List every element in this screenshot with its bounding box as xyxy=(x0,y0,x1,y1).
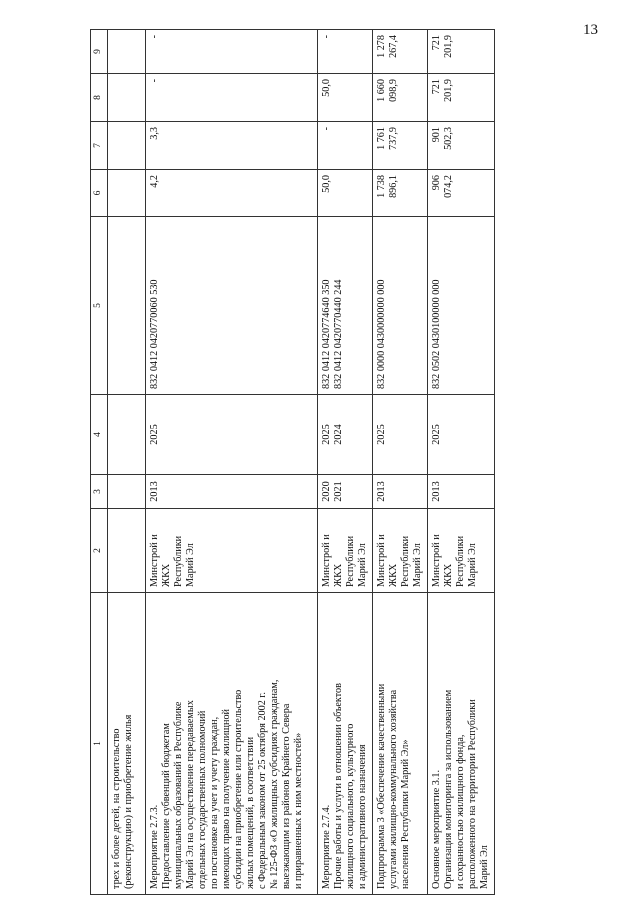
budget-code-cell xyxy=(108,217,146,395)
end-year-cell-line: 2025 xyxy=(376,424,388,445)
rotated-table-wrapper xyxy=(90,30,527,895)
executor-cell-line: Республики xyxy=(400,535,412,587)
activity-name-cell-line: Основное мероприятие 3.1. xyxy=(431,769,443,889)
activity-name-cell-line: жилых помещений, в соответствии xyxy=(245,736,257,889)
amount-col8-cell: 721 201,9 xyxy=(428,74,495,122)
amount-col8-cell: 50,0 xyxy=(318,74,373,122)
activity-name-cell xyxy=(428,593,495,895)
budget-code-cell xyxy=(428,217,495,395)
end-year-cell-line: 2024 xyxy=(333,424,345,445)
column-header: 3 xyxy=(91,475,108,509)
activity-name-cell-line: Организация мониторинга за использованием xyxy=(443,689,455,889)
activity-name-cell-line: и административного назначения xyxy=(357,744,369,889)
start-year-cell-line: 2013 xyxy=(149,481,160,502)
executor-cell xyxy=(373,509,428,593)
activity-name-cell-line: отдельных государственных полномочий xyxy=(197,710,209,889)
table-row xyxy=(428,30,495,895)
end-year-cell xyxy=(428,395,495,475)
amount-col6-cell: 50,0 xyxy=(318,170,373,217)
table-row xyxy=(318,30,373,895)
activity-name-cell-line: услугами жилищно-коммунального хозяйства xyxy=(388,689,400,889)
column-header: 4 xyxy=(91,395,108,475)
amount-col7-cell: 3,3 xyxy=(146,122,318,170)
activity-name-cell-line: Мероприятие 2.7.4. xyxy=(321,804,332,889)
table-row xyxy=(146,30,318,895)
amount-col7-cell xyxy=(108,122,146,170)
executor-cell xyxy=(428,509,495,593)
end-year-cell xyxy=(108,395,146,475)
budget-code-cell xyxy=(146,217,318,395)
activity-name-cell xyxy=(373,593,428,895)
table-row xyxy=(108,30,146,895)
activity-name-cell-line: и сохранностью жилищного фонда, xyxy=(455,734,467,889)
column-header: 6 xyxy=(91,170,108,217)
budget-code-cell-line: 832 0502 0430100000 000 xyxy=(431,279,443,389)
activity-name-cell-line: выезжающим из районов Крайнего Севера xyxy=(281,703,293,889)
activity-name-cell-line: муниципальных образований в Республике xyxy=(173,701,185,889)
budget-code-cell-line: 832 0412 0420770060 530 xyxy=(149,279,160,389)
start-year-cell xyxy=(108,475,146,509)
column-header: 9 xyxy=(91,30,108,74)
executor-cell-line: Минстрой и ЖКХ xyxy=(431,534,455,587)
activity-name-cell-line: с Федеральным законом от 25 октября 2002 г. xyxy=(257,692,269,889)
header-row xyxy=(91,30,108,895)
page-number: 13 xyxy=(583,22,598,38)
amount-col7-cell: 901 502,3 xyxy=(428,122,495,170)
activity-name-cell-line: населения Республики Марий Эл» xyxy=(400,739,412,889)
start-year-cell-line: 2013 xyxy=(376,481,388,502)
activity-name-cell-line: Предоставление субвенций бюджетам xyxy=(161,723,173,889)
activity-name-cell-line: № 125-ФЗ «О жилищных субсидиях гражданам, xyxy=(269,679,281,889)
executor-cell xyxy=(318,509,373,593)
budget-code-cell-line: 832 0412 0420770440 244 xyxy=(333,279,345,389)
activity-name-cell-line: жилищного социального, культурного xyxy=(345,723,357,889)
amount-col8-cell: 1 660 098,9 xyxy=(373,74,428,122)
amount-col9-cell: - xyxy=(146,30,318,74)
activity-name-cell-line: расположенного на территории Республики xyxy=(467,699,479,889)
start-year-cell xyxy=(146,475,318,509)
activity-name-cell xyxy=(318,593,373,895)
budget-code-cell-line: 832 0412 0420774640 350 xyxy=(321,279,332,389)
column-header: 7 xyxy=(91,122,108,170)
activity-name-cell xyxy=(108,593,146,895)
amount-col7-cell: - xyxy=(318,122,373,170)
start-year-cell-line: 2013 xyxy=(431,481,443,502)
column-header: 1 xyxy=(91,593,108,895)
table-row xyxy=(373,30,428,895)
end-year-cell xyxy=(318,395,373,475)
budget-code-cell-line: 832 0000 0430000000 000 xyxy=(376,279,388,389)
executor-cell-line: Республики xyxy=(345,535,357,587)
end-year-cell-line: 2025 xyxy=(149,424,160,445)
executor-cell xyxy=(108,509,146,593)
column-header: 2 xyxy=(91,509,108,593)
activity-name-cell-line: Мероприятие 2.7.3. xyxy=(149,804,160,889)
activity-name-cell-line: Марий Эл на осуществление передаваемых xyxy=(185,700,197,889)
start-year-cell xyxy=(428,475,495,509)
amount-col6-cell: 906 074,2 xyxy=(428,170,495,217)
executor-cell-line: Республики xyxy=(455,535,467,587)
start-year-cell xyxy=(318,475,373,509)
executor-cell-line: Марий Эл xyxy=(412,543,424,587)
executor-cell-line: Марий Эл xyxy=(467,543,479,587)
executor-cell-line: Марий Эл xyxy=(185,543,197,587)
executor-cell-line: Марий Эл xyxy=(357,543,369,587)
amount-col9-cell: 1 278 267,4 xyxy=(373,30,428,74)
activity-name-cell-line: имеющих право на получение жилищной xyxy=(221,708,233,889)
end-year-cell-line: 2025 xyxy=(431,424,443,445)
executor-cell-line: Минстрой и ЖКХ xyxy=(149,534,173,587)
budget-code-cell xyxy=(373,217,428,395)
amount-col9-cell: 721 201,9 xyxy=(428,30,495,74)
amount-col9-cell: - xyxy=(318,30,373,74)
executor-cell-line: Минстрой и ЖКХ xyxy=(321,534,345,587)
start-year-cell-line: 2020 xyxy=(321,481,332,502)
end-year-cell xyxy=(373,395,428,475)
column-header: 5 xyxy=(91,217,108,395)
activity-name-cell-line: (реконструкцию) и приобретение жилья xyxy=(123,714,135,889)
executor-cell-line: Республики xyxy=(173,535,185,587)
start-year-cell-line: 2021 xyxy=(333,481,345,502)
activity-name-cell-line: Марий Эл xyxy=(479,845,491,889)
activity-name-cell xyxy=(146,593,318,895)
activity-name-cell-line: трех и более детей, на строительство xyxy=(111,728,122,889)
activity-name-cell-line: и приравненных к ним местностей» xyxy=(293,732,305,889)
activity-name-cell-line: Подпрограмма 3 «Обеспечение качественными xyxy=(376,683,388,889)
start-year-cell xyxy=(373,475,428,509)
amount-col7-cell: 1 761 737,9 xyxy=(373,122,428,170)
amount-col6-cell xyxy=(108,170,146,217)
executor-cell-line: Минстрой и ЖКХ xyxy=(376,534,400,587)
column-header: 8 xyxy=(91,74,108,122)
program-table xyxy=(90,29,495,895)
amount-col8-cell: - xyxy=(146,74,318,122)
amount-col9-cell xyxy=(108,30,146,74)
amount-col6-cell: 1 738 896,1 xyxy=(373,170,428,217)
executor-cell xyxy=(146,509,318,593)
activity-name-cell-line: по постановке на учет и учету граждан, xyxy=(209,716,221,889)
amount-col8-cell xyxy=(108,74,146,122)
activity-name-cell-line: субсидии на приобретение или строительство xyxy=(233,689,245,889)
end-year-cell xyxy=(146,395,318,475)
end-year-cell-line: 2025 xyxy=(321,424,332,445)
amount-col6-cell: 4,2 xyxy=(146,170,318,217)
table-body xyxy=(108,30,495,895)
activity-name-cell-line: Прочие работы и услуги в отношении объектов xyxy=(333,683,345,889)
budget-code-cell xyxy=(318,217,373,395)
